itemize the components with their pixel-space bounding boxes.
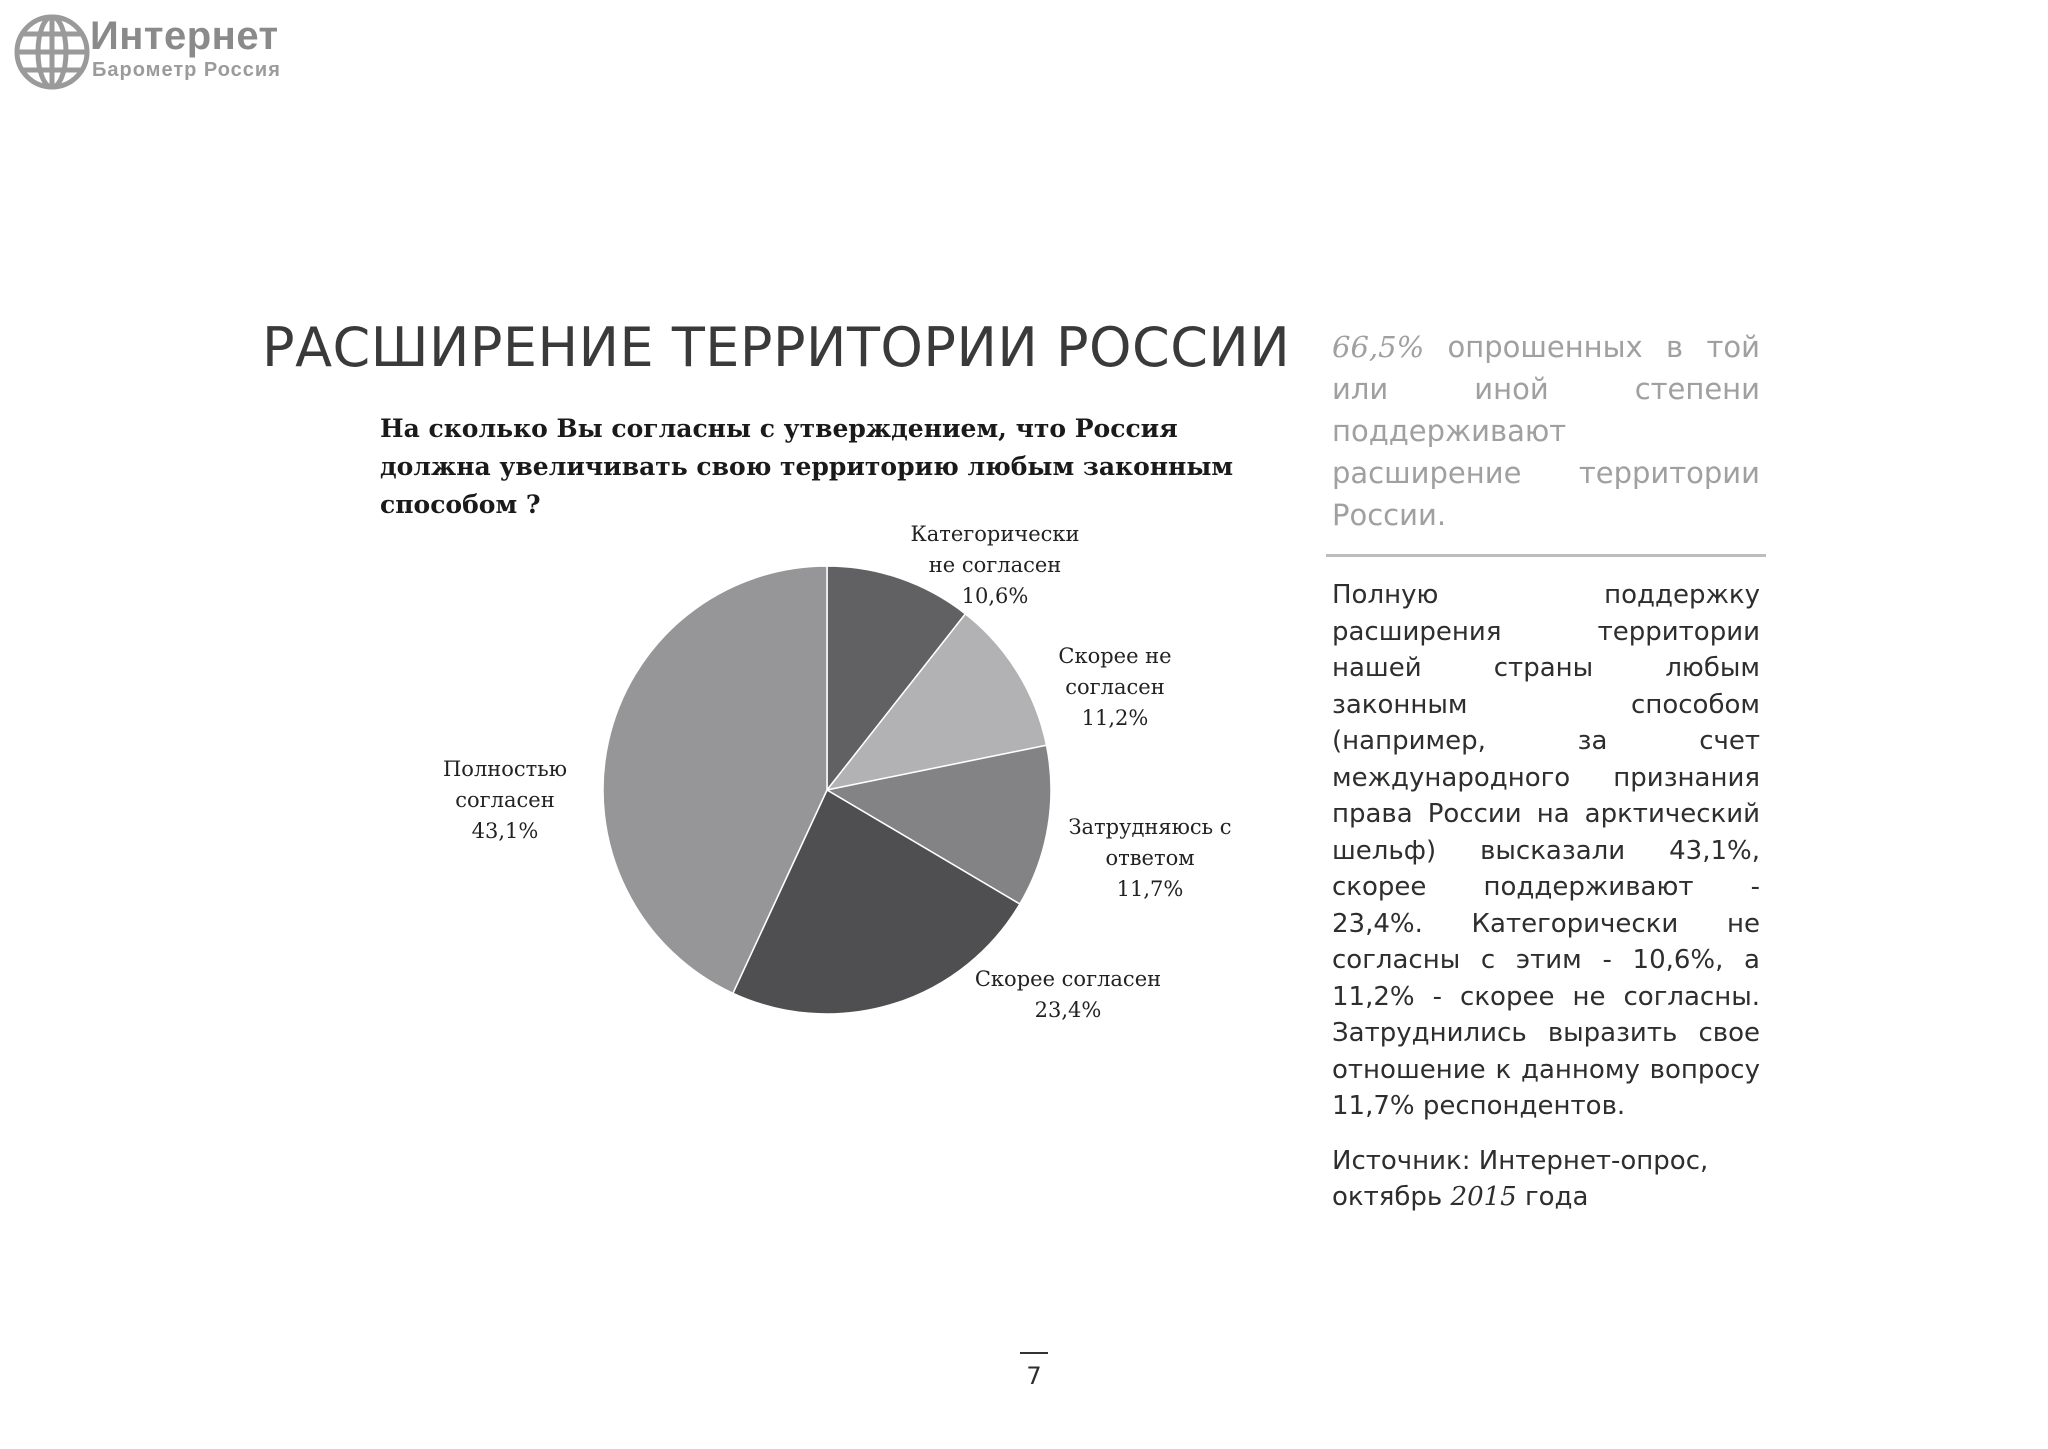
pie-label-line: ответом (1105, 846, 1195, 870)
pie-label-line: Скорее не (1058, 644, 1172, 668)
pie-label-line: 43,1% (471, 819, 539, 843)
pie-label-line: Полностью (442, 757, 568, 781)
pie-label-line: Категорически (910, 522, 1080, 546)
logo-title: Интернет (90, 14, 279, 58)
pie-label-5 (443, 757, 567, 843)
pie-label-line: 10,6% (961, 584, 1029, 608)
pie-chart-area (380, 410, 1260, 1070)
pie-label-4 (975, 967, 1161, 1022)
globe-icon (12, 10, 92, 94)
lead-paragraph (1332, 326, 1760, 536)
page-title: РАСШИРЕНИЕ ТЕРРИТОРИИ РОССИИ (262, 316, 1291, 379)
source-suffix: года (1516, 1181, 1589, 1212)
pie-label-line: не согласен (928, 553, 1062, 577)
pie-label-line: Затрудняюсь с (1068, 815, 1232, 839)
logo (12, 10, 312, 94)
lead-text: опрошенных в той или иной степени поддерживают расширение территории России. (1332, 330, 1760, 532)
pie-label-3 (1068, 815, 1231, 901)
pie-label-line: согласен (1065, 675, 1165, 699)
source-prefix: Источник: Интернет-опрос, октябрь (1332, 1145, 1709, 1212)
pie-label-line: 11,7% (1116, 877, 1184, 901)
pie-label-line: 11,2% (1081, 706, 1149, 730)
pie-label-line: Скорее согласен (974, 967, 1162, 991)
page-number: 7 (1026, 1362, 1042, 1390)
pie-label-line: согласен (455, 788, 555, 812)
pie-label-2 (1058, 644, 1171, 730)
chart-title: На сколько Вы согласны с утверждением, что Россия должна увеличивать свою территорию любым законным способом ? (380, 414, 1234, 519)
logo-subtitle: Барометр Россия (92, 59, 281, 81)
divider (1326, 554, 1766, 557)
page-number-rule (1020, 1352, 1048, 1354)
description: Полную поддержку расширения территории нашей страны любым законным способом (например, за счет международного признания права России на арктический шельф) высказали 43,1%, скорее поддерживают - 23,4%. Категорически не согласны с этим - 10,6%, а 11,2% - скорее не согласны. Затруднились выразить свое отношение к данному вопросу 11,7% респондентов. (1332, 580, 1760, 1121)
pie-label-line: 23,4% (1034, 998, 1102, 1022)
side-panel (1332, 326, 1760, 1215)
source-year: 2015 (1450, 1181, 1517, 1212)
lead-value: 66,5% (1332, 330, 1425, 364)
source (1332, 1143, 1760, 1215)
